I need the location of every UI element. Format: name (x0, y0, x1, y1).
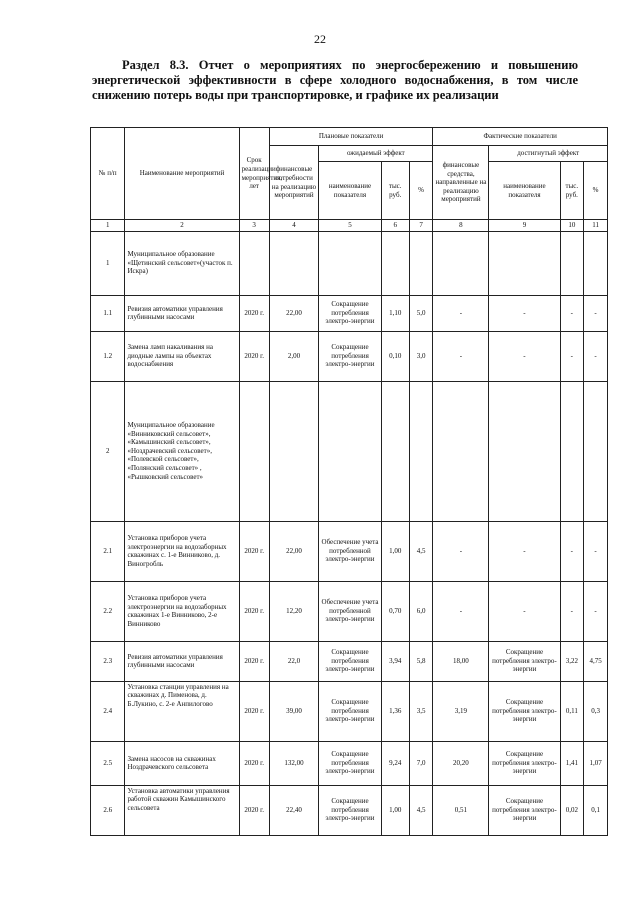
row-no: 1.2 (91, 331, 125, 381)
column-number: 3 (239, 220, 269, 232)
row-financing: 2,00 (269, 331, 319, 381)
report-table (90, 127, 608, 836)
row-actual-percent: 0,3 (584, 681, 608, 741)
row-actual-financing: - (433, 521, 489, 581)
column-number: 1 (91, 220, 125, 232)
row-actual-effect: Сокращение потребления электро-энергии (489, 641, 560, 681)
row-actual-thous-rub: - (560, 521, 584, 581)
header-planned: Плановые показатели (269, 128, 433, 146)
row-no: 2.5 (91, 741, 125, 785)
row-no: 2 (91, 381, 125, 521)
header-expected-effect: ожидаемый эффект (319, 146, 433, 162)
column-number: 6 (381, 220, 409, 232)
row-term: 2020 г. (239, 581, 269, 641)
row-actual-financing: - (433, 331, 489, 381)
row-thous-rub: 9,24 (381, 741, 409, 785)
header-actual-financing: финансовые средства, направленные на реализацию мероприятий (433, 146, 489, 220)
row-no: 2.3 (91, 641, 125, 681)
row-actual-effect: - (489, 331, 560, 381)
row-financing: 22,40 (269, 785, 319, 835)
row-financing: 22,00 (269, 295, 319, 331)
column-number: 10 (560, 220, 584, 232)
row-no: 2.4 (91, 681, 125, 741)
row-no: 1.1 (91, 295, 125, 331)
column-number: 11 (584, 220, 608, 232)
table-row (91, 581, 608, 641)
row-actual-financing: - (433, 295, 489, 331)
header-indicator-name: наименование показателя (319, 162, 381, 220)
row-actual-percent: - (584, 521, 608, 581)
row-actual-effect: Сокращение потребления электро-энергии (489, 681, 560, 741)
page-number: 22 (314, 32, 326, 46)
row-actual-thous-rub: - (560, 331, 584, 381)
row-actual-thous-rub: - (560, 581, 584, 641)
row-name: Муниципальное образование «Щетинский сельсовет»(участок п. Искра) (125, 231, 239, 295)
row-term: 2020 г. (239, 521, 269, 581)
table-row (91, 331, 608, 381)
row-actual-thous-rub: 0,11 (560, 681, 584, 741)
row-actual-thous-rub: 0,02 (560, 785, 584, 835)
column-number: 2 (125, 220, 239, 232)
row-percent: 5,8 (409, 641, 433, 681)
row-financing: 12,20 (269, 581, 319, 641)
row-term: 2020 г. (239, 741, 269, 785)
table-row (91, 521, 608, 581)
row-actual-percent: 0,1 (584, 785, 608, 835)
row-financing: 39,00 (269, 681, 319, 741)
row-term: 2020 г. (239, 681, 269, 741)
row-actual-effect: - (489, 295, 560, 331)
header-thous-rub: тыс. руб. (381, 162, 409, 220)
row-name: Замена ламп накаливания на диодные лампы на объектах водоснабжения (125, 331, 239, 381)
row-thous-rub: 1,00 (381, 521, 409, 581)
column-numbers-row (91, 220, 608, 232)
section-title (92, 58, 578, 103)
row-actual-financing: - (433, 581, 489, 641)
row-effect: Сокращение потребления электро-энергии (319, 641, 381, 681)
row-actual-financing: 3,19 (433, 681, 489, 741)
row-actual-financing: 0,51 (433, 785, 489, 835)
row-thous-rub: 3,94 (381, 641, 409, 681)
row-actual-financing: 18,00 (433, 641, 489, 681)
row-actual-effect: Сокращение потребления электро-энергии (489, 741, 560, 785)
header-actual-indicator-name: наименование показателя (489, 162, 560, 220)
row-financing: 132,00 (269, 741, 319, 785)
table-row (91, 741, 608, 785)
row-name: Установка приборов учета электроэнергии на водозаборных скважинах 1-е Винниково, 2-е Винниково (125, 581, 239, 641)
row-name: Установка станции управления на скважинах д. Пименова, д. Б.Лукино, с. 2-е Анпилогово (125, 681, 239, 741)
row-thous-rub: 1,36 (381, 681, 409, 741)
row-thous-rub: 1,00 (381, 785, 409, 835)
row-no: 2.6 (91, 785, 125, 835)
section-title-text: Раздел 8.3. Отчет о мероприятиях по энергосбережению и повышению энергетической эффективности в сфере холодного водоснабжения, в том числе снижению потерь воды при транспортировке, и графике их реализации (92, 58, 578, 102)
row-effect: Сокращение потребления электро-энергии (319, 785, 381, 835)
column-number: 9 (489, 220, 560, 232)
row-percent: 5,0 (409, 295, 433, 331)
row-no: 2.2 (91, 581, 125, 641)
row-actual-thous-rub: - (560, 295, 584, 331)
column-number: 4 (269, 220, 319, 232)
row-financing: 22,00 (269, 521, 319, 581)
row-name: Замена насосов на скважинах Ноздрачевского сельсовета (125, 741, 239, 785)
row-percent: 4,5 (409, 785, 433, 835)
row-name: Муниципальное образование «Винниковский сельсовет», «Камышинский сельсовет», «Ноздрачевский сельсовет», «Полевской сельсовет», «Полянский сельсовет» , «Рышковский сельсовет» (125, 381, 239, 521)
header-no: № п/п (91, 128, 125, 220)
row-actual-percent: - (584, 581, 608, 641)
row-actual-thous-rub: 1,41 (560, 741, 584, 785)
row-actual-financing: 20,20 (433, 741, 489, 785)
row-actual-percent: - (584, 331, 608, 381)
row-percent: 6,0 (409, 581, 433, 641)
row-name: Установка приборов учета электроэнергии на водозаборных скважинах с. 1-е Винниково, д. Виногробль (125, 521, 239, 581)
header-achieved-effect: достигнутый эффект (489, 146, 608, 162)
row-percent: 4,5 (409, 521, 433, 581)
header-actual: Фактические показатели (433, 128, 608, 146)
header-actual-thous-rub: тыс. руб. (560, 162, 584, 220)
row-actual-percent: 1,07 (584, 741, 608, 785)
row-effect: Сокращение потребления электро-энергии (319, 681, 381, 741)
row-financing: 22,0 (269, 641, 319, 681)
row-term: 2020 г. (239, 785, 269, 835)
row-term: 2020 г. (239, 295, 269, 331)
row-effect: Обеспечение учета потребленной электро-энергии (319, 521, 381, 581)
header-name: Наименование мероприятий (125, 128, 239, 220)
table-row (91, 681, 608, 741)
row-term: 2020 г. (239, 641, 269, 681)
row-effect: Обеспечение учета потребленной электро-энергии (319, 581, 381, 641)
row-effect: Сокращение потребления электро-энергии (319, 741, 381, 785)
row-effect: Сокращение потребления электро-энергии (319, 295, 381, 331)
row-no: 1 (91, 231, 125, 295)
row-percent: 3,0 (409, 331, 433, 381)
header-percent: % (409, 162, 433, 220)
row-percent: 7,0 (409, 741, 433, 785)
row-thous-rub: 0,70 (381, 581, 409, 641)
table-row (91, 231, 608, 295)
column-number: 8 (433, 220, 489, 232)
table-row (91, 295, 608, 331)
header-actual-percent: % (584, 162, 608, 220)
table-row (91, 785, 608, 835)
row-thous-rub: 1,10 (381, 295, 409, 331)
row-actual-percent: 4,75 (584, 641, 608, 681)
row-name: Установка автоматики управления работой скважин Камышинского сельсовета (125, 785, 239, 835)
table-row (91, 641, 608, 681)
row-actual-effect: - (489, 581, 560, 641)
row-actual-effect: - (489, 521, 560, 581)
header-financing: финансовые потребности на реализацию мероприятий (269, 146, 319, 220)
row-name: Ревизия автоматики управления глубинными насосами (125, 641, 239, 681)
table-row (91, 381, 608, 521)
row-actual-effect: Сокращение потребления электро-энергии (489, 785, 560, 835)
row-term: 2020 г. (239, 331, 269, 381)
column-number: 5 (319, 220, 381, 232)
row-thous-rub: 0,10 (381, 331, 409, 381)
row-effect: Сокращение потребления электро-энергии (319, 331, 381, 381)
row-no: 2.1 (91, 521, 125, 581)
row-actual-thous-rub: 3,22 (560, 641, 584, 681)
column-number: 7 (409, 220, 433, 232)
row-name: Ревизия автоматики управления глубинными насосами (125, 295, 239, 331)
header-term: Срок реализации мероприятия, лет (239, 128, 269, 220)
row-percent: 3,5 (409, 681, 433, 741)
row-actual-percent: - (584, 295, 608, 331)
